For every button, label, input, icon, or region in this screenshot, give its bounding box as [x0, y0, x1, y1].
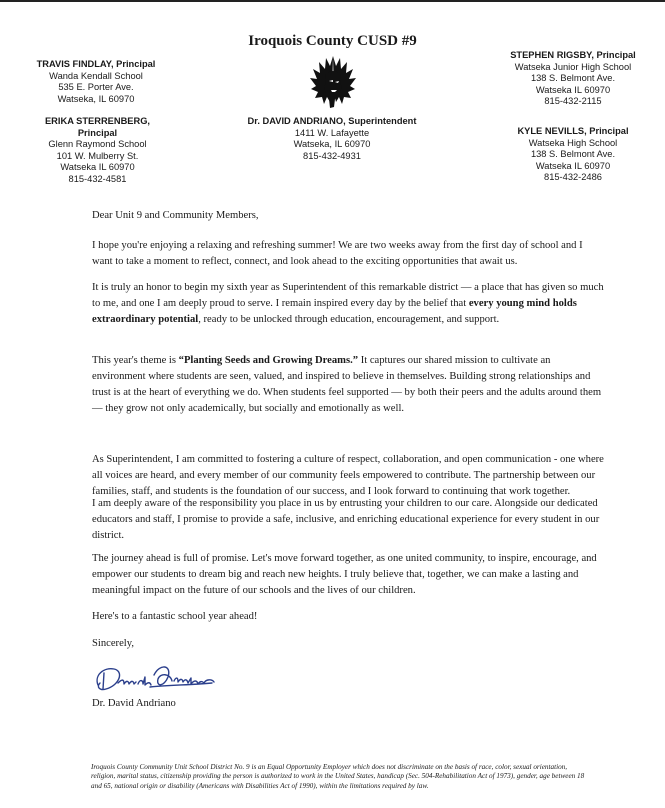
paragraph-text: I am deeply aware of the responsibility you place in us by entrusting your children to our care. Alongside our dedicated educators and staff, I promise to provide a safe, inclusive, and enriching educational experience for every student in our district.	[92, 498, 600, 541]
contact-line: 815-432-2115	[544, 96, 602, 107]
contact-line: 138 S. Belmont Ave.	[530, 149, 616, 160]
paragraph-text: As Superintendent, I am committed to fostering a culture of respect, collaboration, and open communication - one where all voices are heard, and every member of our community feels empowered to contribute. The partnership between our families, staff, and students is the foundation of our success, and I look forward to continuing that work together.	[92, 454, 604, 497]
principal-contact-findlay	[26, 59, 166, 105]
contact-name: Dr. DAVID ANDRIANO, Superintendent	[247, 116, 417, 126]
contact-line: 101 W. Mulberry St.	[56, 150, 139, 161]
letter-paragraph	[92, 496, 604, 544]
paragraph-text: Here's to a fantastic school year ahead!	[92, 611, 258, 622]
contact-line: Wanda Kendall School	[49, 70, 143, 81]
district-title: Iroquois County CUSD #9	[248, 33, 417, 49]
contact-line: 1411 W. Lafayette	[294, 127, 370, 138]
paragraph-text: This year's theme is	[92, 355, 179, 366]
top-border	[0, 0, 665, 2]
contact-line: Watseka, IL 60970	[293, 139, 371, 150]
closing: Sincerely,	[92, 638, 134, 649]
bold-emphasis: every young mind holds extraordinary potential	[92, 298, 577, 325]
paragraph-text: It is truly an honor to begin my sixth year as Superintendent of this remarkable district — a place that has given so much to me, and one I am deeply proud to serve. I remain inspired every day by the belief that	[92, 282, 604, 309]
letter-paragraph	[92, 280, 604, 328]
contact-line: 815-432-2486	[544, 172, 602, 183]
letter-paragraph	[92, 452, 604, 500]
letter-paragraph	[92, 609, 604, 625]
signature-image	[90, 655, 220, 697]
letter-paragraph	[92, 238, 604, 270]
theme-emphasis: “Planting Seeds and Growing Dreams.”	[178, 355, 359, 366]
principal-contact-nevills	[494, 126, 652, 184]
contact-line: 815-432-4581	[68, 173, 127, 184]
contact-line: Glenn Raymond School	[48, 139, 147, 150]
salutation: Dear Unit 9 and Community Members,	[92, 210, 259, 221]
contact-name: KYLE NEVILLS, Principal	[517, 126, 629, 136]
paragraph-text: It captures our shared mission to cultivate an environment where students are seen, valued, and inspired to believe in themselves. Building strong relationships and trust is at the heart of everything we do. When students feel supported — by both their peers and the adults around them — they grow not only academically, but socially and emotionally as well.	[92, 355, 602, 414]
contact-line: Watseka Junior High School	[514, 61, 632, 72]
contact-line: Watseka, IL 60970	[57, 93, 135, 104]
contact-name: STEPHEN RIGSBY, Principal	[510, 50, 636, 60]
contact-line: Watseka IL 60970	[535, 84, 611, 95]
signer-name: Dr. David Andriano	[92, 698, 176, 709]
contact-name: ERIKA STERRENBERG, Principal	[44, 116, 151, 138]
letter-paragraph	[92, 551, 604, 599]
equal-opportunity-footer: Iroquois County Community Unit School District No. 9 is an Equal Opportunity Employer which does not discriminate on the basis of race, color, sexual orientation, religion, marital status, citizenship providing the person is authorized to work in the United States, handicap (Sec. 504-Rehabilitation Act of 1973), gender, age between 18 and 65, national origin or disability (Americans with Disabilities Act of 1990), within the limitations required by law.	[91, 763, 585, 790]
letter-salutation	[92, 208, 604, 224]
contact-line: Watseka High School	[528, 137, 618, 148]
contact-line: Watseka IL 60970	[535, 160, 611, 171]
principal-contact-rigsby	[494, 50, 652, 108]
native-headdress-logo-icon	[308, 52, 358, 110]
contact-line: Watseka IL 60970	[60, 162, 135, 173]
contact-line: 535 E. Porter Ave.	[58, 82, 134, 93]
principal-contact-sterrenberg	[30, 116, 165, 186]
paragraph-text: , ready to be unlocked through education, encouragement, and support.	[198, 314, 500, 325]
contact-line: 138 S. Belmont Ave.	[530, 73, 616, 84]
paragraph-text: I hope you're enjoying a relaxing and refreshing summer! We are two weeks away from the first day of school and I want to take a moment to reflect, connect, and look ahead to the exciting opportunities that await us.	[92, 240, 583, 267]
superintendent-contact	[232, 116, 432, 162]
letter-closing	[92, 636, 604, 652]
paragraph-text: The journey ahead is full of promise. Let's move forward together, as one united community, to inspire, encourage, and empower our students to dream big and reach new heights. I truly believe that, together, we can make a lasting and meaningful impact on the future of our schools and the lives of our children.	[92, 553, 597, 596]
contact-name: TRAVIS FINDLAY, Principal	[36, 59, 156, 69]
contact-line: 815-432-4931	[303, 150, 361, 161]
letter-paragraph	[92, 353, 604, 417]
